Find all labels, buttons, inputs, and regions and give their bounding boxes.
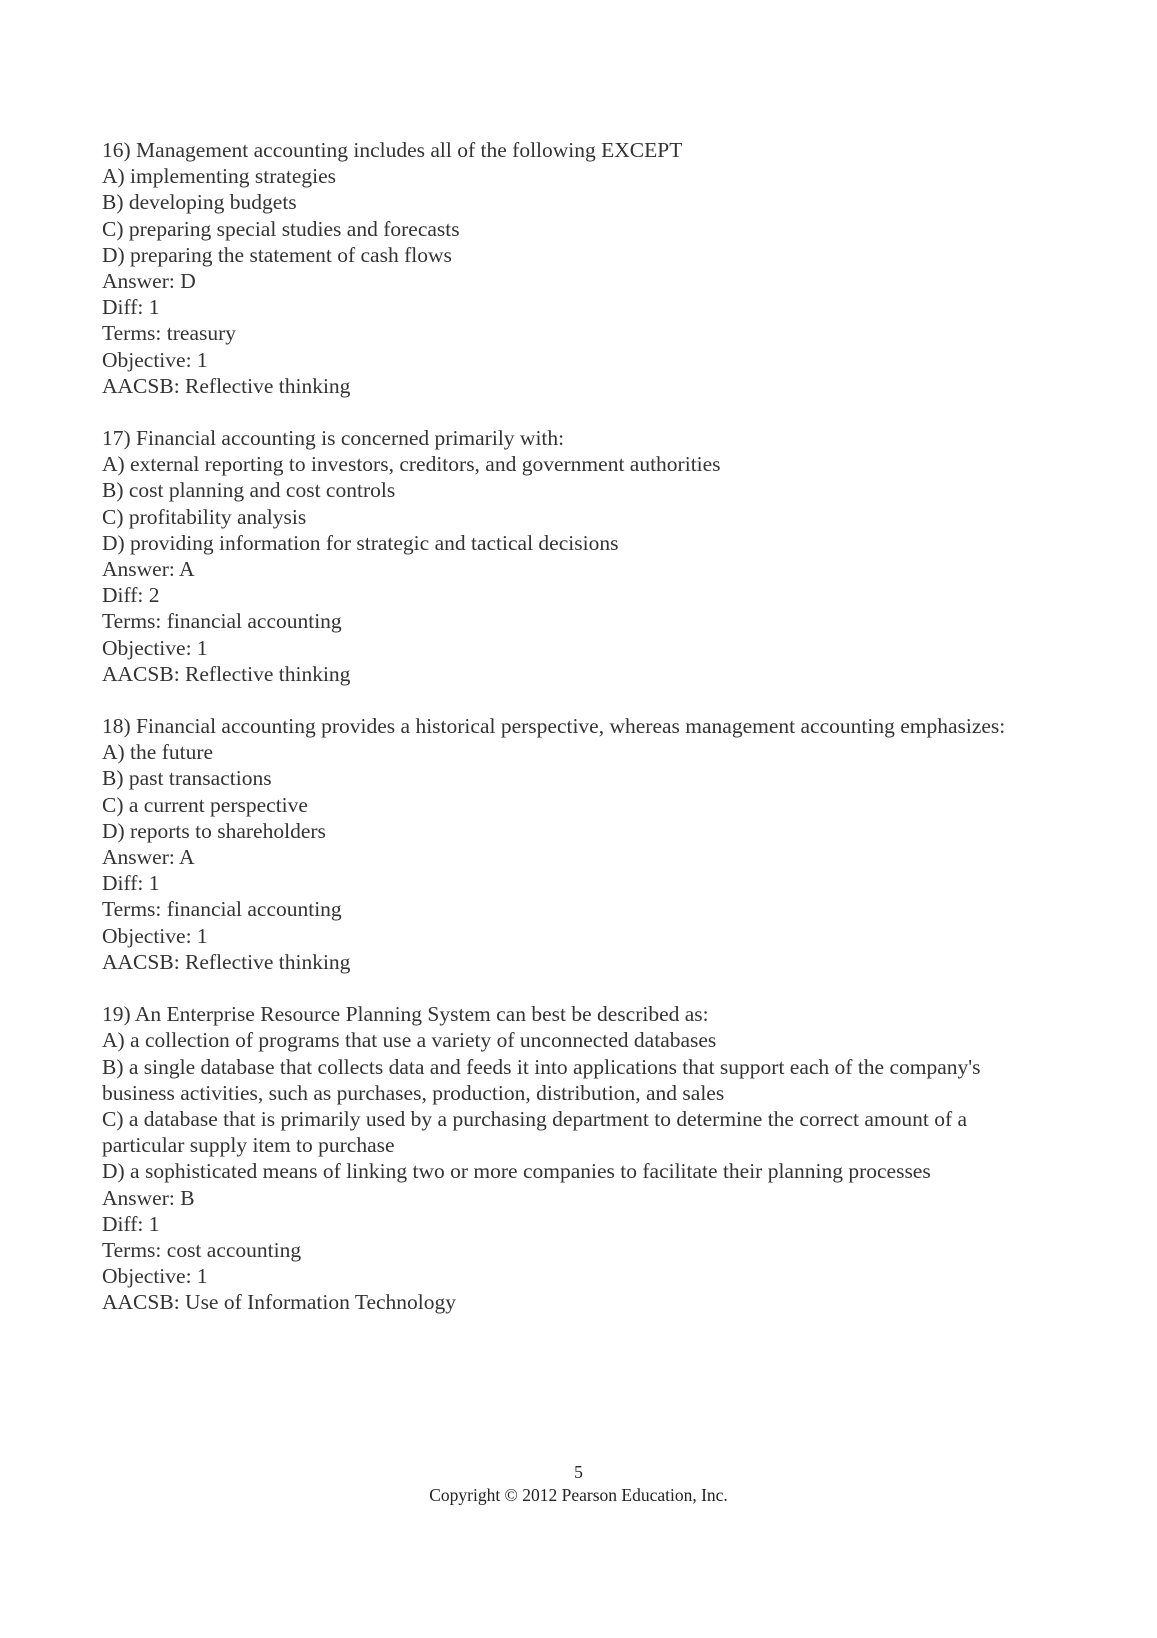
objective-line: Objective: 1 [102,1264,208,1289]
objective-line: Objective: 1 [102,923,208,948]
aacsb-line: AACSB: Reflective thinking [102,949,351,974]
option-b: B) a single database that collects data and feeds it into applications that support each of the company's business activities, such as purchases, production, distribution, and sales [102,1054,981,1105]
question-spacer [102,975,1042,1001]
objective-line: Objective: 1 [102,347,208,372]
answer-line: Answer: D [102,269,196,294]
option-d: D) preparing the statement of cash flows [102,242,452,267]
option-c: C) a database that is primarily used by a purchasing department to determine the correct amount of a particular supply item to purchase [102,1106,968,1158]
objective-line: Objective: 1 [102,635,208,660]
terms-line: Terms: financial accounting [102,897,342,922]
answer-line: Answer: A [102,557,195,582]
question-list [102,137,1042,1316]
option-d: D) a sophisticated means of linking two or more companies to facilitate their planning processes [102,1159,931,1184]
answer-line: Answer: B [102,1185,195,1210]
terms-line: Terms: financial accounting [102,609,342,634]
option-d: D) reports to shareholders [102,818,326,843]
option-b: B) past transactions [102,766,272,791]
difficulty-line: Diff: 2 [102,583,160,608]
option-a: A) implementing strategies [102,164,337,189]
copyright-notice: Copyright © 2012 Pearson Education, Inc. [429,1485,728,1505]
difficulty-line: Diff: 1 [102,1211,160,1236]
aacsb-line: AACSB: Use of Information Technology [102,1290,457,1315]
terms-line: Terms: cost accounting [102,1237,302,1262]
option-b: B) developing budgets [102,190,297,215]
option-c: C) a current perspective [102,792,308,817]
question-spacer [102,687,1042,713]
question-spacer [102,399,1042,425]
option-c: C) preparing special studies and forecasts [102,216,460,241]
question-17 [102,425,1042,687]
question-16 [102,137,1042,399]
difficulty-line: Diff: 1 [102,871,160,896]
option-c: C) profitability analysis [102,504,307,529]
page-number: 5 [574,1462,583,1482]
option-a: A) a collection of programs that use a variety of unconnected databases [102,1028,717,1053]
option-a: A) the future [102,740,214,765]
option-a: A) external reporting to investors, creditors, and government authorities [102,452,721,477]
question-stem: 17) Financial accounting is concerned primarily with: [102,426,565,451]
terms-line: Terms: treasury [102,321,237,346]
question-stem: 18) Financial accounting provides a historical perspective, whereas management accounting emphasizes: [102,714,1006,739]
difficulty-line: Diff: 1 [102,295,160,320]
aacsb-line: AACSB: Reflective thinking [102,373,351,398]
question-18 [102,713,1042,975]
question-stem: 19) An Enterprise Resource Planning System can best be described as: [102,1002,709,1027]
aacsb-line: AACSB: Reflective thinking [102,661,351,686]
option-b: B) cost planning and cost controls [102,478,396,503]
answer-line: Answer: A [102,845,195,870]
question-stem: 16) Management accounting includes all of the following EXCEPT [102,138,683,162]
question-19 [102,1001,1042,1315]
option-d: D) providing information for strategic and tactical decisions [102,530,619,555]
